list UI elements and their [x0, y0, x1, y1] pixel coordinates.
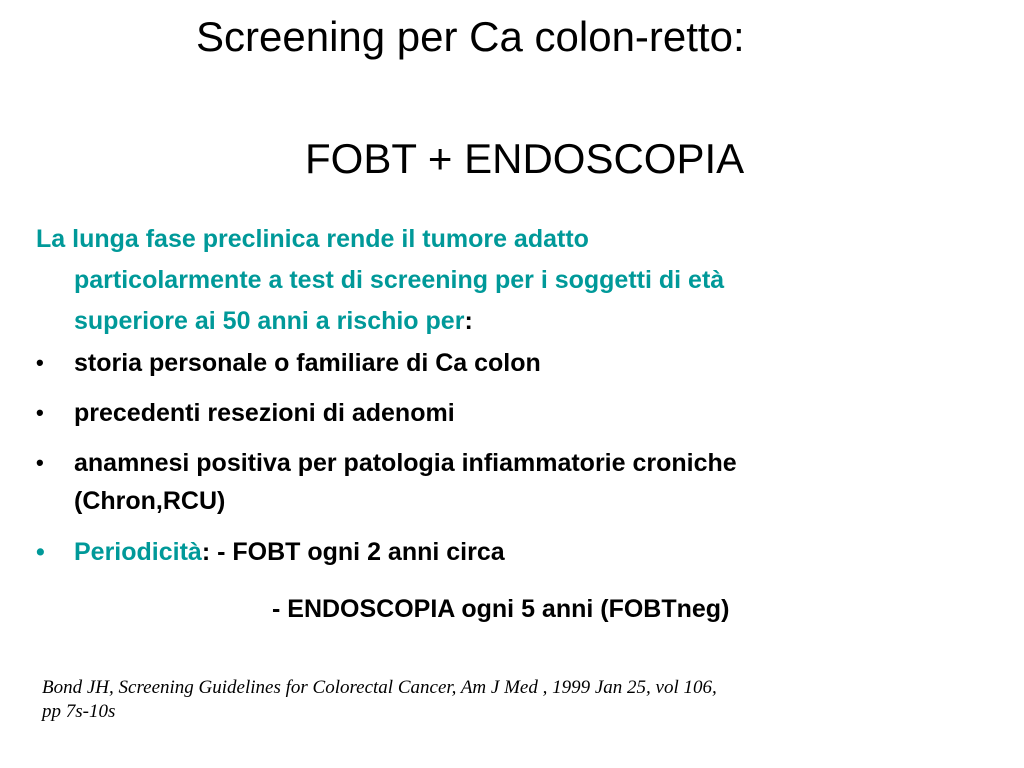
slide-title-line-2: FOBT + ENDOSCOPIA — [305, 135, 745, 182]
periodicity-text — [74, 533, 505, 571]
bullet-marker: • — [36, 350, 44, 375]
citation-line-2: pp 7s-10s — [42, 701, 116, 722]
periodicity-label: Periodicità — [74, 538, 202, 566]
bullet-marker: • — [36, 538, 45, 566]
intro-line-1: La lunga fase preclinica rende il tumore adatto — [36, 225, 589, 253]
bullet-line: storia personale o familiare di Ca colon — [74, 349, 541, 377]
periodicity-fobt: : - FOBT ogni 2 anni circa — [201, 538, 505, 566]
intro-paragraph — [36, 219, 986, 342]
citation-line-1: Bond JH, Screening Guidelines for Colorectal Cancer, Am J Med , 1999 Jan 25, vol 106, — [42, 677, 717, 698]
bullet-line: precedenti resezioni di adenomi — [74, 399, 455, 427]
bullet-text — [74, 344, 541, 382]
intro-line-3-text: superiore ai 50 anni a rischio per — [74, 307, 465, 335]
citation — [42, 676, 982, 724]
intro-line-3 — [36, 301, 986, 342]
bullet-marker: • — [36, 450, 44, 475]
bullet-line: anamnesi positiva per patologia infiammatorie croniche — [74, 449, 737, 477]
bullet-line: (Chron,RCU) — [74, 487, 226, 515]
periodicity-endoscopy: - ENDOSCOPIA ogni 5 anni (FOBTneg) — [272, 595, 730, 623]
intro-line-2: particolarmente a test di screening per i soggetti di età — [74, 266, 725, 294]
bullet-text — [74, 444, 737, 520]
intro-line-3-colon: : — [464, 307, 473, 335]
bullet-marker: • — [36, 400, 44, 425]
slide-title-line-1: Screening per Ca colon-retto: — [196, 13, 745, 60]
bullet-text — [74, 394, 455, 432]
